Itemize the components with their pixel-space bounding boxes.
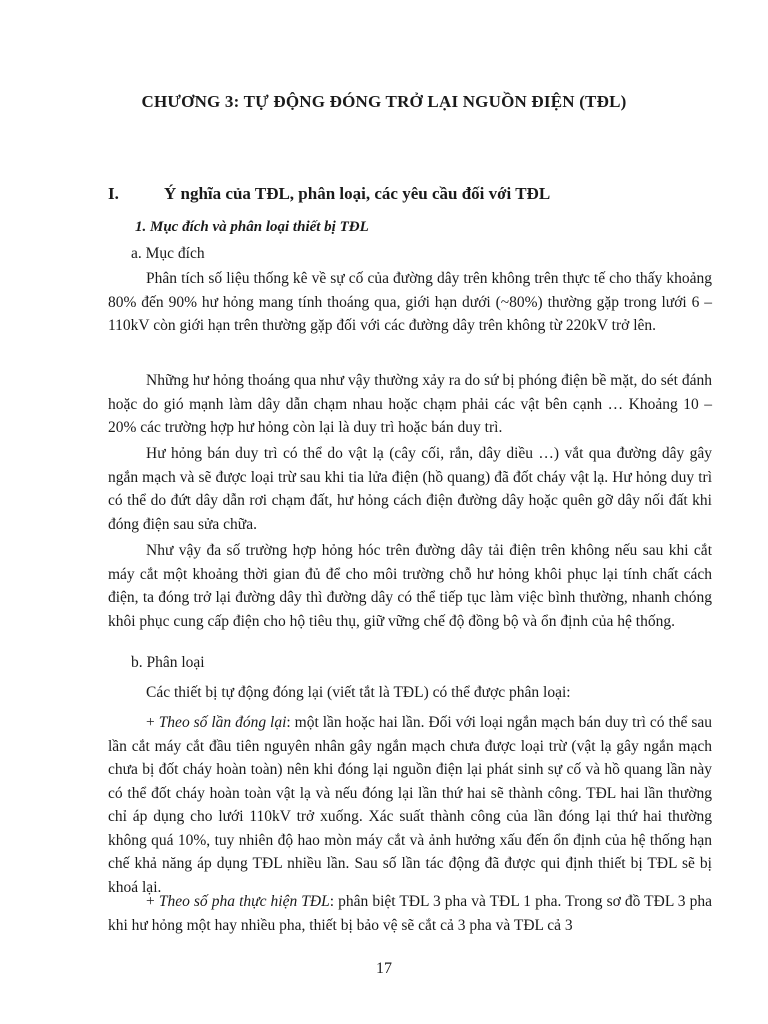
subsection-heading: 1. Mục đích và phân loại thiết bị TĐL	[135, 219, 369, 235]
paragraph-b-item1	[108, 711, 712, 899]
paragraph-a3: Hư hỏng bán duy trì có thể do vật lạ (cây cối, rắn, dây diều …) vắt qua đường dây gây ngắn mạch và sẽ được loại trừ sau khi tia lửa điện (hồ quang) đã đốt cháy vật lạ. Hư hỏng duy trì có thể do đứt dây dẫn rơi chạm đất, hư hỏng cách điện đường dây hoặc quên gỡ dây nối đất khi đóng điện sau sửa chữa.	[108, 445, 712, 533]
paragraph-b-item2	[108, 890, 712, 937]
label-b: b. Phân loại	[131, 654, 205, 671]
paragraph-a2: Những hư hỏng thoáng qua như vậy thường xảy ra do sứ bị phóng điện bề mặt, do sét đánh hoặc do gió mạnh làm dây dẫn chạm nhau hoặc chạm phải các vật bên cạnh … Khoảng 10 – 20% các trường hợp hư hỏng còn lại là duy trì hoặc bán duy trì.	[108, 372, 712, 436]
label-a: a. Mục đích	[131, 245, 205, 262]
chapter-title: CHƯƠNG 3: TỰ ĐỘNG ĐÓNG TRỞ LẠI NGUỒN ĐIỆN (TĐL)	[141, 92, 627, 111]
paragraph-a4: Như vậy đa số trường hợp hỏng hóc trên đường dây tải điện trên không nếu sau khi cắt máy cắt một khoảng thời gian đủ để cho môi trường chỗ hư hỏng khôi phục lại tính chất cách điện, ta đóng trở lại đường dây thì đường dây có thể tiếp tục làm việc bình thường, nhanh chóng khôi phục cung cấp điện cho hộ tiêu thụ, giữ vững chế độ đồng bộ và ổn định của hệ thống.	[108, 542, 712, 630]
item2-lead: +	[146, 893, 159, 910]
section-number: I.	[108, 184, 119, 203]
paragraph-a1: Phân tích số liệu thống kê về sự cố của đường dây trên không trên thực tế cho thấy khoảng 80% đến 90% hư hỏng mang tính thoáng qua, giới hạn dưới (~80%) thường gặp trong lưới 6 – 110kV còn giới hạn trên thường gặp đối với các đường dây trên không từ 220kV trở lên.	[108, 270, 712, 334]
section-heading	[108, 184, 550, 204]
item1-lead: +	[146, 714, 159, 731]
item1-text: : một lần hoặc hai lần. Đối với loại ngắn mạch bán duy trì có thể sau lần cắt máy cắt đầu tiên nguyên nhân gây ngắn mạch chưa được loại trừ (vật lạ gây ngắn mạch chưa bị đốt cháy hoàn toàn) nên khi đóng lại nguồn điện lại phát sinh sự cố và hồ quang lần này có thể đốt cháy hoàn toàn vật lạ và nếu đóng lại lần thứ hai sẽ thành công. TĐL hai lần thường chỉ áp dụng cho lưới 110kV trở xuống. Xác suất thành công của lần đóng lại thứ hai thường không quá 10%, tuy nhiên độ hao mòn máy cắt và ảnh hưởng xấu đến ổn định của hệ thống hạn chế khả năng áp dụng TĐL nhiều lần. Sau số lần tác động đã được qui định thiết bị TĐL sẽ bị khoá lại.	[108, 714, 712, 896]
page-number: 17	[376, 960, 392, 977]
item2-text: : phân biệt TĐL 3 pha và TĐL 1 pha. Trong sơ đồ TĐL 3 pha khi hư hỏng một hay nhiều pha, thiết bị bảo vệ sẽ cắt cả 3 pha và TĐL cả 3	[108, 893, 712, 934]
section-title: Ý nghĩa của TĐL, phân loại, các yêu cầu đối với TĐL	[164, 184, 551, 203]
item1-term: Theo số lần đóng lại	[158, 714, 287, 731]
item2-term: Theo số pha thực hiện TĐL	[158, 893, 330, 910]
paragraph-b-intro: Các thiết bị tự động đóng lại (viết tắt là TĐL) có thể được phân loại:	[146, 684, 571, 701]
